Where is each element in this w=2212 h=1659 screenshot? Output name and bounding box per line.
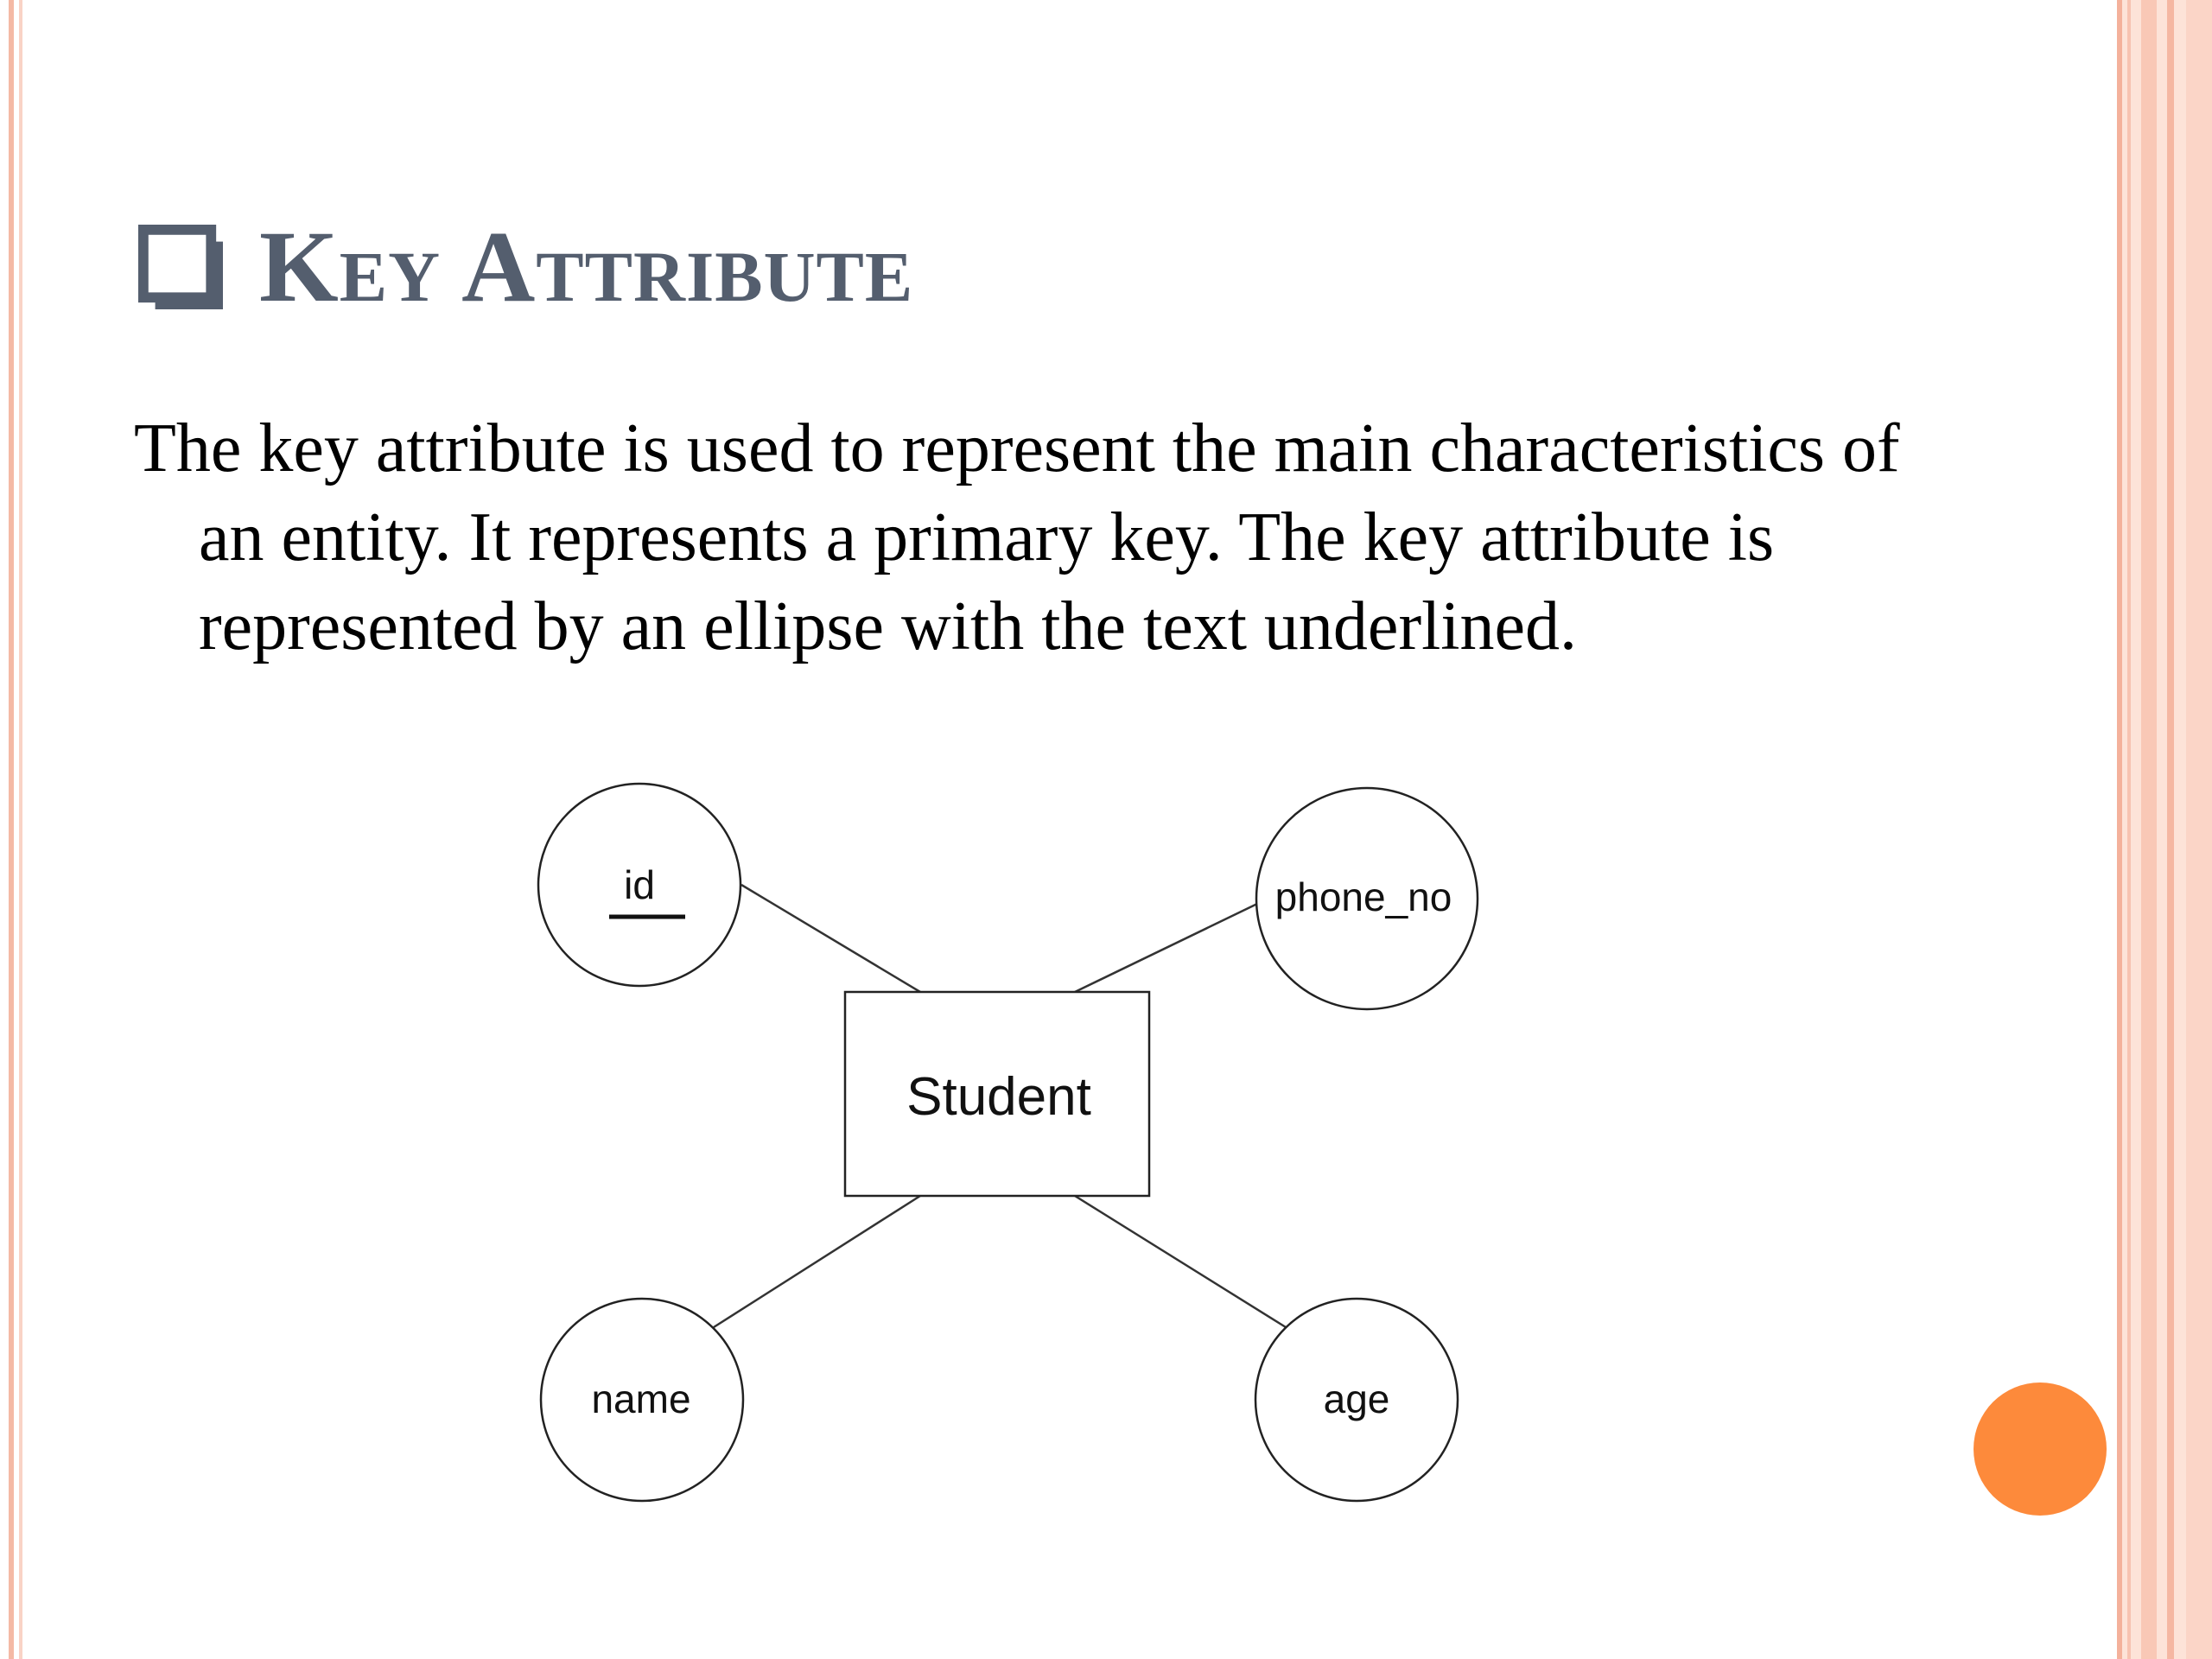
- body-paragraph: The key attribute is used to represent the main characteristics of an entity. It represents a primary key. The key attribute is represented by an ellipse with the text underlined.: [134, 410, 1900, 664]
- entity-student-label: Student: [906, 1067, 1091, 1127]
- attribute-age-label: age: [1323, 1376, 1390, 1421]
- connector-id: [741, 885, 920, 992]
- connector-name: [714, 1196, 920, 1327]
- attribute-name-label: name: [591, 1376, 691, 1421]
- slide-title-text: Key Attribute: [259, 210, 914, 323]
- connector-phone: [1075, 904, 1257, 992]
- orange-accent-dot: [1974, 1382, 2107, 1516]
- attribute-id-label: id: [624, 862, 655, 907]
- connector-age: [1075, 1196, 1286, 1327]
- attribute-phone-label: phone_no: [1274, 874, 1452, 919]
